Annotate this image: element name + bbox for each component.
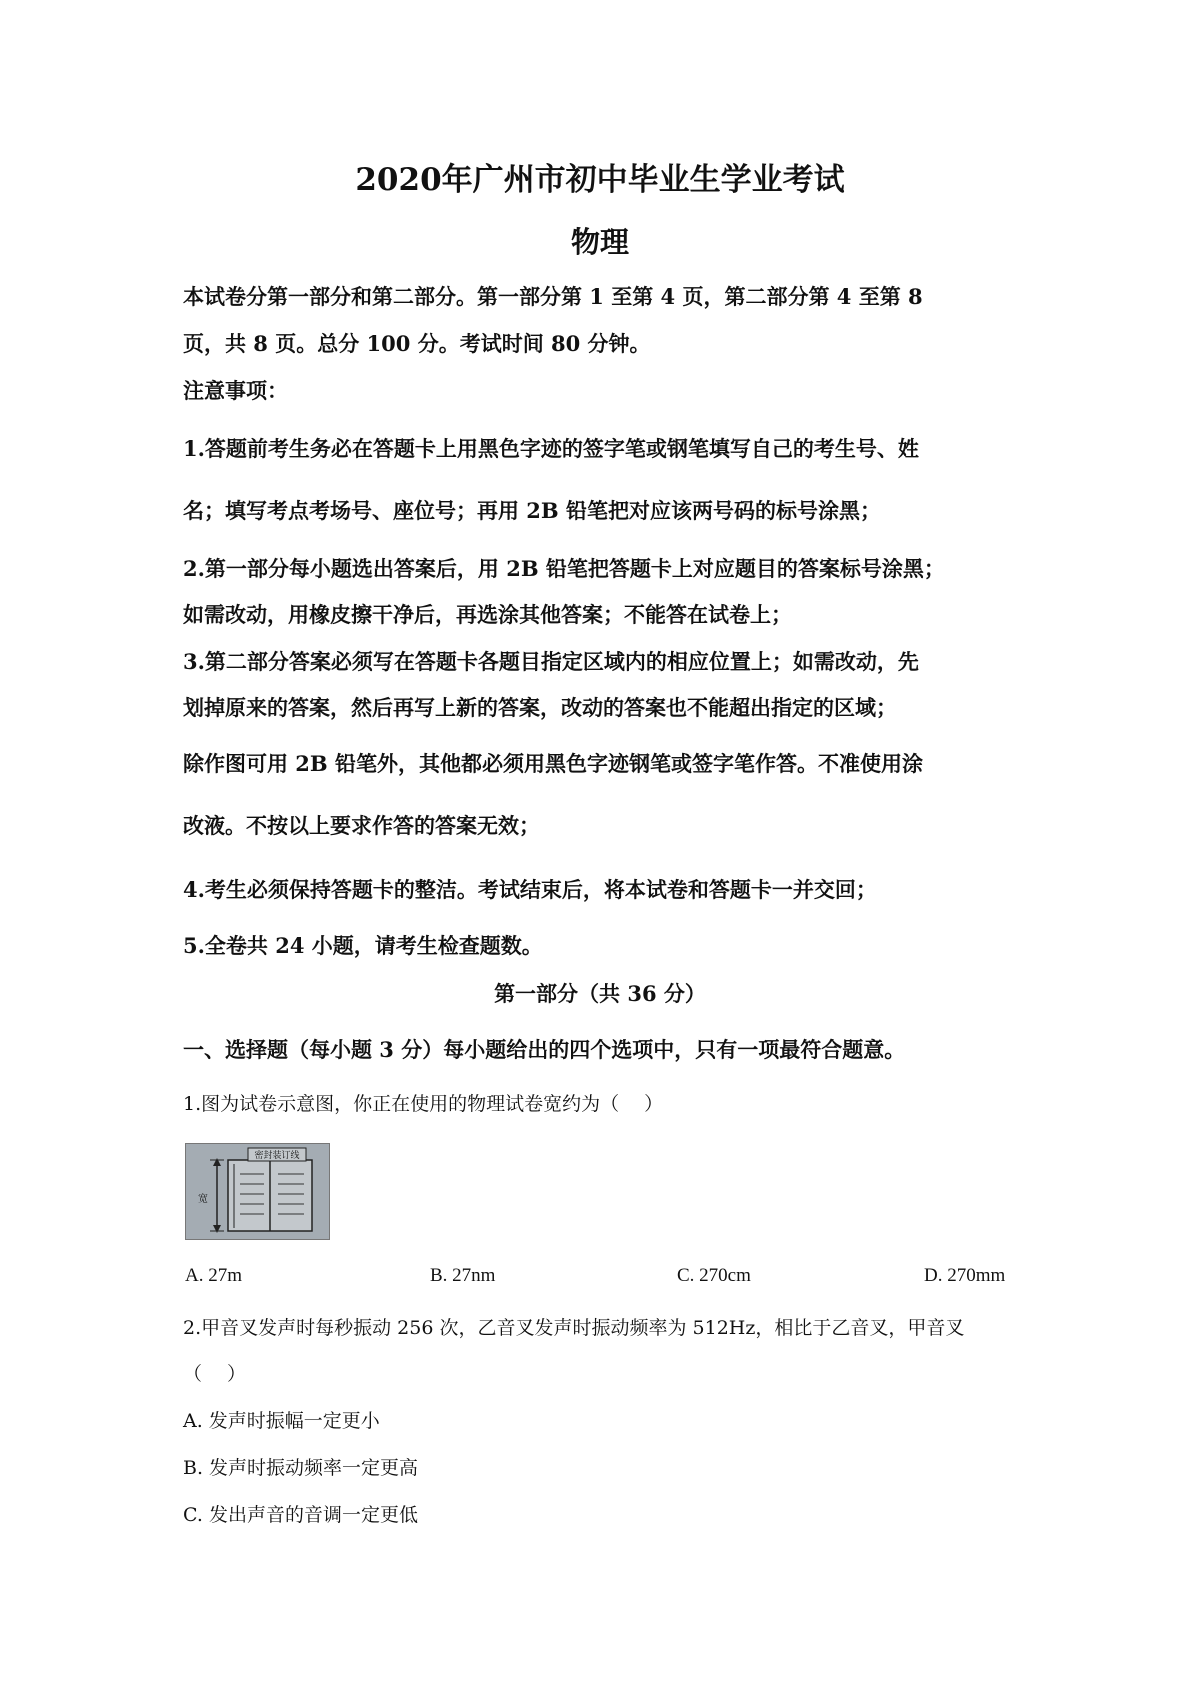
notice-line-8: 改液。不按以上要求作答的答案无效； [183,813,540,838]
notice-line-2: 名；填写考点考场号、座位号；再用 2B 铅笔把对应该两号码的标号涂黑； [183,498,881,523]
figure-label-top: 密封装订线 [254,1151,300,1161]
q1-paper-figure [185,1143,330,1240]
part1-heading: 第一部分（共 36 分） [494,981,706,1006]
q1-option-c: C. 270cm [677,1265,751,1286]
notice-line-6: 划掉原来的答案，然后再写上新的答案，改动的答案也不能超出指定的区域； [183,695,897,720]
notice-line-7: 除作图可用 2B 铅笔外，其他都必须用黑色字迹钢笔或签字笔作答。不准使用涂 [183,751,923,776]
notice-line-1: 1.答题前考生务必在答题卡上用黑色字迹的签字笔或钢笔填写自己的考生号、姓 [183,436,919,461]
exam-subject: 物理 [570,225,629,259]
notice-line-9: 4.考生必须保持答题卡的整洁。考试结束后，将本试卷和答题卡一并交回； [183,877,877,902]
q1-option-a: A. 27m [185,1265,242,1286]
figure-label-side: 宽 [198,1194,208,1205]
intro-line-2: 页，共 8 页。总分 100 分。考试时间 80 分钟。 [183,331,651,356]
notice-line-5: 3.第二部分答案必须写在答题卡各题目指定区域内的相应位置上；如需改动，先 [183,649,919,674]
q2-option-b: B. 发声时振动频率一定更高 [183,1457,419,1479]
notice-line-4: 如需改动，用橡皮擦干净后，再选涂其他答案；不能答在试卷上； [183,602,792,627]
notice-heading: 注意事项： [183,378,288,403]
q1-option-b: B. 27nm [430,1265,496,1286]
q2-option-c: C. 发出声音的音调一定更低 [183,1504,418,1526]
notice-line-3: 2.第一部分每小题选出答案后，用 2B 铅笔把答题卡上对应题目的答案标号涂黑； [183,556,945,581]
q2-option-a: A. 发声时振幅一定更小 [183,1410,380,1432]
q1-stem: 1.图为试卷示意图，你正在使用的物理试卷宽约为（ ） [183,1093,664,1115]
exam-title: 2020年广州市初中毕业生学业考试 [355,162,845,198]
paper-diagram-icon [186,1144,329,1239]
intro-line-1: 本试卷分第一部分和第二部分。第一部分第 1 至第 4 页，第二部分第 4 至第 8 [183,284,923,309]
section1-heading: 一、选择题（每小题 3 分）每小题给出的四个选项中，只有一项最符合题意。 [183,1037,906,1062]
q1-option-d: D. 270mm [924,1265,1006,1286]
notice-line-10: 5.全卷共 24 小题，请考生检查题数。 [183,933,543,958]
q2-stem-line-1: 2.甲音叉发声时每秒振动 256 次，乙音叉发声时振动频率为 512Hz，相比于乙音叉，甲音叉 [183,1317,965,1339]
q2-stem-line-2: （ ） [183,1363,247,1385]
